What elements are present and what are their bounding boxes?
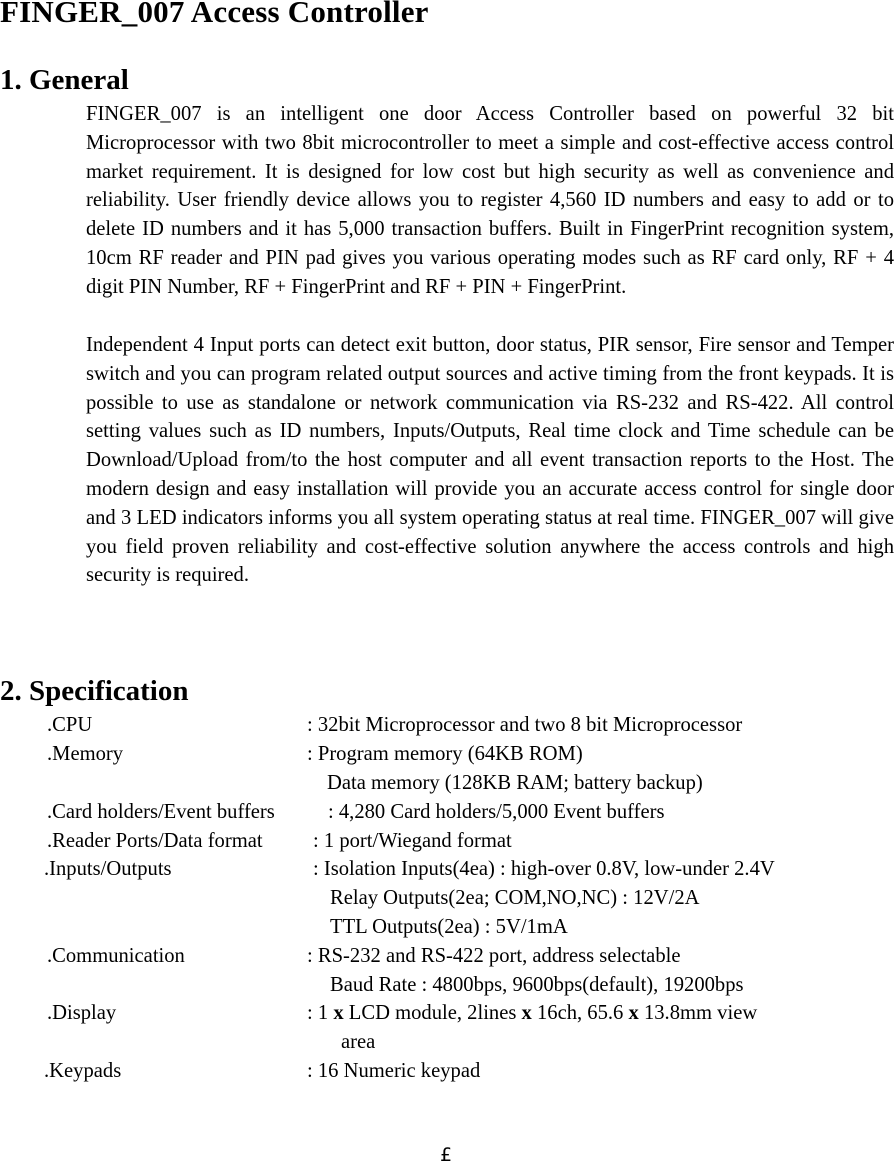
spec-cpu-value: : 32bit Microprocessor and two 8 bit Microprocessor: [307, 714, 743, 736]
spec-memory-value: : Program memory (64KB ROM): [307, 743, 583, 765]
page-number: £: [440, 1144, 453, 1166]
general-paragraph-1: FINGER_007 is an intelligent one door Access Controller based on powerful 32 bit Microprocessor with two 8bit microcontroller to meet a simple and cost-effective access control market requirement. It is designed for low cost but high security as well as convenience and reliability. User friendly device allows you to register 4,560 ID numbers and easy to add or to delete ID numbers and it has 5,000 transaction buffers. Built in FingerPrint recognition system, 10cm RF reader and PIN pad gives you various operating modes such as RF card only, RF + 4 digit PIN Number, RF + FingerPrint and RF + PIN + FingerPrint.: [86, 103, 894, 298]
spec-memory-label: .Memory: [47, 743, 124, 765]
spec-display-value-b: LCD module, 2lines: [343, 1002, 522, 1024]
general-heading: 1. General: [0, 64, 129, 96]
spec-inputs-outputs-value-3: TTL Outputs(2ea) : 5V/1mA: [330, 916, 568, 938]
times-symbol: x: [521, 1002, 532, 1024]
spec-display-value-2: area: [341, 1031, 376, 1053]
spec-keypads-value: : 16 Numeric keypad: [307, 1060, 481, 1082]
times-symbol: x: [333, 1002, 344, 1024]
spec-communication-value: : RS-232 and RS-422 port, address selectable: [307, 945, 681, 967]
spec-communication-value-2: Baud Rate : 4800bps, 9600bps(default), 19200bps: [330, 974, 744, 996]
spec-display-value-a: : 1: [307, 1002, 334, 1024]
spec-keypads-label: .Keypads: [44, 1060, 122, 1082]
spec-reader-ports-label: .Reader Ports/Data format: [47, 830, 263, 852]
spec-inputs-outputs-value: : Isolation Inputs(4ea) : high-over 0.8V, low-under 2.4V: [313, 858, 775, 880]
spec-display-value-c: 16ch, 65.6: [531, 1002, 629, 1024]
spec-card-holders-value: : 4,280 Card holders/5,000 Event buffers: [328, 801, 665, 823]
spec-display-label: .Display: [47, 1002, 117, 1024]
spec-card-holders-label: .Card holders/Event buffers: [47, 801, 275, 823]
spec-reader-ports-value: : 1 port/Wiegand format: [313, 830, 512, 852]
spec-cpu-label: .CPU: [47, 714, 93, 736]
times-symbol: x: [628, 1002, 639, 1024]
document-title: FINGER_007 Access Controller: [0, 0, 429, 29]
specification-heading: 2. Specification: [0, 675, 189, 707]
spec-memory-value-2: Data memory (128KB RAM; battery backup): [327, 772, 703, 794]
spec-display-value-d: 13.8mm view: [638, 1002, 758, 1024]
spec-inputs-outputs-label: .Inputs/Outputs: [44, 858, 172, 880]
spec-communication-label: .Communication: [47, 945, 185, 967]
general-paragraph-2: Independent 4 Input ports can detect exit button, door status, PIR sensor, Fire sensor and Temper switch and you can program related output sources and active timing from the front keypads. It is possible to use as standalone or network communication via RS-232 and RS-422. All control setting values such as ID numbers, Inputs/Outputs, Real time clock and Time schedule can be Download/Upload from/to the host computer and all event transaction reports to the Host. The modern design and easy installation will provide you an accurate access control for single door and 3 LED indicators informs you all system operating status at real time. FINGER_007 will give you field proven reliability and cost-effective solution anywhere the access controls and high security is required.: [86, 334, 894, 587]
spec-inputs-outputs-value-2: Relay Outputs(2ea; COM,NO,NC) : 12V/2A: [330, 887, 700, 909]
spec-display-value: [307, 1002, 757, 1025]
